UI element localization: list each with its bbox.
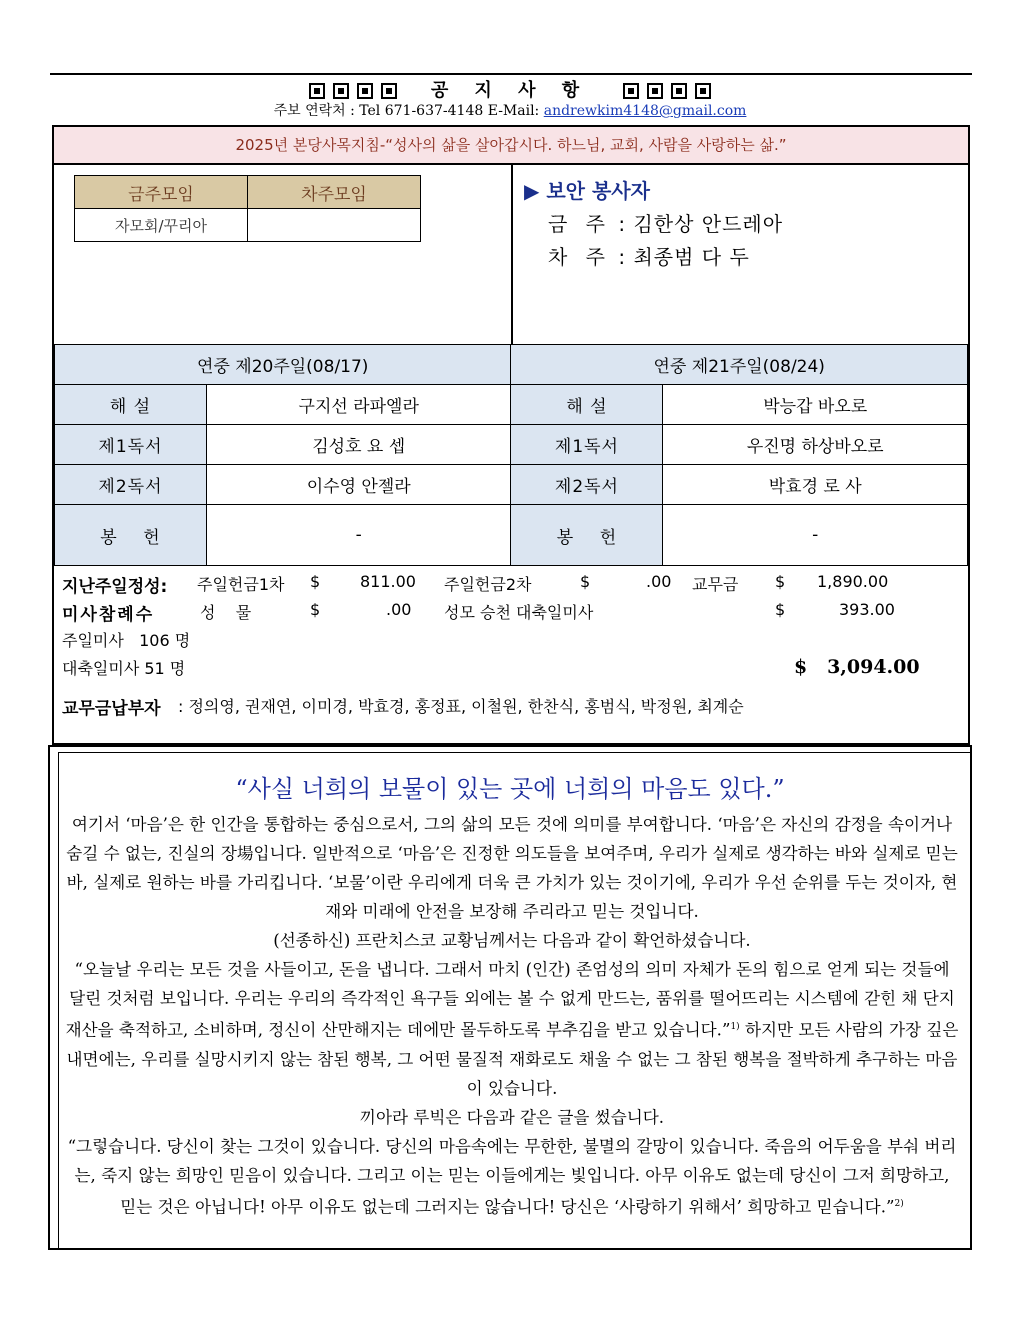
collection2-label: 주일헌금2차 xyxy=(444,575,532,594)
dues-label: 교무금 xyxy=(692,575,739,594)
collection1-currency: $ xyxy=(310,572,321,591)
donors-list: : 정의영, 권재연, 이미경, 박효경, 홍정표, 이철원, 한찬식, 홍범식, 박정원, 최계순 xyxy=(178,697,744,716)
table-row xyxy=(55,425,968,465)
right-assignee: 박능갑 바오로 xyxy=(663,385,968,425)
notice-title xyxy=(0,76,1020,102)
role-label: 봉 헌 xyxy=(55,505,207,566)
notice-title-text: 공 지 사 항 xyxy=(430,80,590,101)
left-assignee: 이수영 안젤라 xyxy=(206,465,511,505)
role-label: 제1독서 xyxy=(55,425,207,465)
square-icon xyxy=(647,83,663,99)
gift-label: 성 물 xyxy=(200,603,252,622)
collection1-label: 주일헌금1차 xyxy=(197,575,285,594)
square-icon xyxy=(695,83,711,99)
role-label: 제2독서 xyxy=(511,465,663,505)
next-week-meeting xyxy=(248,209,421,242)
footnote-2: 2) xyxy=(894,1198,904,1209)
role-label: 해 설 xyxy=(55,385,207,425)
meetings-table xyxy=(74,175,421,242)
role-label: 제2독서 xyxy=(55,465,207,505)
paragraph: “오늘날 우리는 모든 것을 사들이고, 돈을 냅니다. 그래서 마치 (인간) 존엄성의 의미 자체가 돈의 힘으로 얻게 되는 것들에 달린 것처럼 보입니다. 우리는 우리의 즉각적인 욕구들 외에는 볼 수 없게 만드는, 품위를 떨어뜨리는 시스템에 갇힌 채 단지 재산을 축적하고, 소비하며, 정신이 산만해지는 데에만 몰두하도록 부추김을 받고 있습니다.”$^{1)}$ 하지만 모든 사람의 가장 깊은 내면에는, 우리를 실망시키지 않는 참된 행복, 그 어떤 물질적 재화로도 채울 수 없는 그 참된 행복을 절박하게 추구하는 마음이 있습니다. xyxy=(65,960,959,1098)
mass-attendance-label: 미사참례수 xyxy=(62,605,155,625)
this-week-meeting: 자모회/꾸리아 xyxy=(75,209,248,242)
right-assignee: 우진명 하상바오로 xyxy=(663,425,968,465)
contact-line xyxy=(0,100,1020,120)
security-this-week: 금 주 : 김한상 안드레아 xyxy=(548,212,784,236)
square-icon xyxy=(309,83,325,99)
feast-currency: $ xyxy=(775,600,786,619)
collection2-value: .00 xyxy=(646,572,672,591)
left-week-header: 연중 제20주일(08/17) xyxy=(55,345,511,385)
left-assignee: 구지선 라파엘라 xyxy=(206,385,511,425)
paragraph: (선종하신) 프란치스코 교황님께서는 다음과 같이 확언하셨습니다. xyxy=(273,931,751,950)
paragraph: 여기서 ‘마음’은 한 인간을 통합하는 중심으로서, 그의 삶의 모든 것에 의미를 부여합니다. ‘마음’은 자신의 감정을 속이거나 숨길 수 없는, 진실의 장場입니다. 일반적으로 ‘마음’은 진정한 의도들을 보여주며, 우리가 실제로 생각하는 바와 실제로 믿는바, 실제로 원하는 바를 가리킵니다. ‘보물’이란 우리에게 더욱 큰 가치가 있는 것이기에, 우리가 우선 순위를 두는 것이자, 현재와 미래에 안전을 보장해 주리라고 믿는 것입니다. xyxy=(66,815,958,921)
role-label: 해 설 xyxy=(511,385,663,425)
feast-mass-label: 성모 승천 대축일미사 xyxy=(444,603,594,622)
feast-mass-count: 대축일미사 51 명 xyxy=(62,659,186,678)
table-row xyxy=(55,505,968,566)
paragraph: “그렇습니다. 당신이 찾는 그것이 있습니다. 당신의 마음속에는 무한한, 불멸의 갈망이 있습니다. 죽음의 어두움을 부숴 버리는, 죽지 않는 희망인 믿음이 있습니다. 그리고 이는 믿는 이들에게는 빛입니다. 아무 이유도 없는데 당신이 그저 희망하고, 믿는 것은 아닙니다! 아무 이유도 없는데 그러지는 않습니다! 당신은 ‘사랑하기 위해서’ 희망하고 믿습니다.”$^{2)}$ xyxy=(67,1136,957,1217)
divider xyxy=(511,163,513,344)
right-assignee: 박효경 로 사 xyxy=(663,465,968,505)
security-heading: ▶ 보안 봉사자 xyxy=(524,179,650,203)
contact-text: 주보 연락처 : Tel 671-637-4148 E-Mail: xyxy=(273,103,544,119)
header-rule xyxy=(50,73,972,75)
gift-currency: $ xyxy=(310,600,321,619)
reflection-body xyxy=(64,810,960,1221)
last-week-label: 지난주일정성: xyxy=(62,577,168,597)
email-link[interactable]: andrewkim4148@gmail.com xyxy=(543,103,747,119)
collection1-value: 811.00 xyxy=(360,572,416,591)
security-volunteers xyxy=(524,175,783,270)
role-label: 제1독서 xyxy=(511,425,663,465)
offering-stats xyxy=(62,572,962,722)
role-label: 봉 헌 xyxy=(511,505,663,566)
security-next-name: 최종범 다 두 xyxy=(633,245,750,269)
next-week-meeting-header: 차주모임 xyxy=(248,176,421,209)
right-assignee: - xyxy=(663,505,968,566)
square-icon xyxy=(623,83,639,99)
pastoral-guideline: 2025년 본당사목지침-“성사의 삶을 살아갑시다. 하느님, 교회, 사람을 사랑하는 삶.” xyxy=(54,127,968,165)
this-week-meeting-header: 금주모임 xyxy=(75,176,248,209)
lector-schedule xyxy=(54,344,968,566)
dues-currency: $ xyxy=(775,572,786,591)
table-row xyxy=(55,385,968,425)
square-icon xyxy=(671,83,687,99)
reflection-box xyxy=(48,745,972,1250)
left-assignee: 김성호 요 셉 xyxy=(206,425,511,465)
offering-total: $ 3,094.00 xyxy=(794,656,920,678)
feast-value: 393.00 xyxy=(839,600,895,619)
right-week-header: 연중 제21주일(08/24) xyxy=(511,345,968,385)
collection2-currency: $ xyxy=(580,572,591,591)
gift-value: .00 xyxy=(386,600,412,619)
footnote-1: 1) xyxy=(730,1022,740,1032)
table-row xyxy=(55,465,968,505)
security-next-week: 차 주 : 최종범 다 두 xyxy=(548,245,750,269)
dues-value: 1,890.00 xyxy=(817,572,889,591)
notice-box xyxy=(52,125,970,745)
paragraph: 끼아라 루빅은 다음과 같은 글을 썼습니다. xyxy=(359,1107,665,1127)
donors-label: 교무금납부자 xyxy=(62,699,161,719)
security-next-label: 차 주 xyxy=(548,245,611,269)
sunday-mass-count: 주일미사 106 명 xyxy=(62,631,191,650)
square-icon xyxy=(333,83,349,99)
security-this-label: 금 주 xyxy=(548,212,611,236)
left-assignee: - xyxy=(206,505,511,566)
square-icon xyxy=(381,83,397,99)
security-this-name: 김한상 안드레아 xyxy=(633,212,784,236)
reflection-title: “사실 너희의 보물이 있는 곳에 너희의 마음도 있다.” xyxy=(235,775,785,803)
square-icon xyxy=(357,83,373,99)
